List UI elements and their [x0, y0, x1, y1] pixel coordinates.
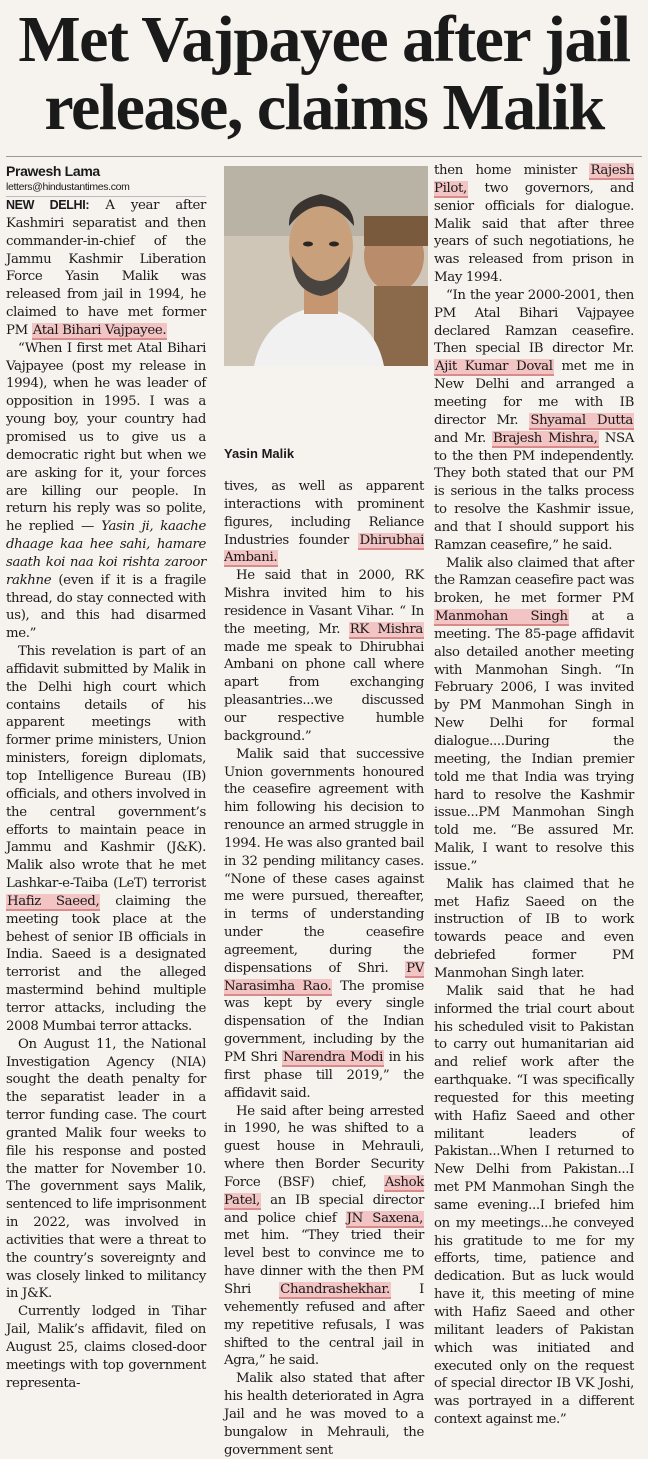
highlight: Narendra Modi: [283, 1050, 383, 1065]
highlight: Manmohan Singh: [435, 609, 568, 625]
paragraph: NEW DELHI: A year after Kashmiri separatist and then commander-in-chief of the Jammu Kashmir Liberation Force Yasin Malik was released from jail in 1994, he claimed to have met former PM Atal Bihari Vajpayee.: [6, 198, 206, 338]
highlight: Ajit Kumar Doval: [435, 359, 553, 375]
paragraph: On August 11, the National Investigation Agency (NIA) sought the death penalty for the separatist leader in a terror funding case. The court granted Malik four weeks to file his response and posted the matter for November 10. The government says Malik, sentenced to life imprisonment in 2022, was involved in activities that were a threat to the country’s sovereignty and was closely linked to militancy in J&K.: [6, 1036, 206, 1302]
highlight: RK Mishra: [349, 621, 423, 637]
photo-yasin-malik: [224, 166, 428, 366]
paragraph: Currently lodged in Tihar Jail, Malik’s affidavit, filed on August 25, claims closed-door meetings with top government representa-: [6, 1304, 206, 1391]
paragraph: Malik also claimed that after the Ramzan ceasefire pact was broken, he met former PM Manmohan Singh at a meeting. The 85-page affidavit also detailed another meeting with Manmohan Singh. “In February 2006, I was invited by PM Manmohan Singh in New Delhi for formal dialogue....During the meeting, the Indian premier told me that India was trying hard to resolve the Kashmir issue...PM Manmohan Singh told me. “Be assured Mr. Malik, I want to resolve this issue.”: [434, 555, 634, 874]
photo-caption: Yasin Malik: [224, 446, 295, 461]
portrait-image: [224, 166, 428, 366]
highlight: Ashok Patel,: [224, 1174, 424, 1208]
dateline: NEW DELHI:: [6, 198, 90, 212]
highlight: Rajesh Pilot,: [434, 163, 634, 196]
paragraph: then home minister Rajesh Pilot, two governors, and senior officials for dialogue. Malik said that after three years of such negotiations, he was released from prison in May 1994.: [434, 163, 634, 286]
highlight: PV Narasimha Rao.: [224, 960, 424, 994]
divider: [6, 156, 642, 157]
headline: Met Vajpayee after jail release, claims Malik: [18, 3, 630, 144]
paragraph: This revelation is part of an affidavit submitted by Malik in the Delhi high court which contains details of his apparent meetings with former prime ministers, Union ministers, foreign diplomats, top Intelligence Bureau (IB) officials, and others involved in the central government’s efforts to maintain peace in Jammu and Kashmir (J&K). Malik also wrote that he met Lashkar-e-Taiba (LeT) terrorist Hafiz Saeed, claiming the meeting took place at the behest of senior IB officials in India. Saeed is a designated terrorist and the alleged mastermind behind multiple terror attacks, including the 2008 Mumbai terror attacks.: [6, 644, 206, 1034]
column-1: [6, 162, 206, 1393]
highlight: Shyamal Dutta: [530, 412, 633, 428]
highlight: Atal Bihari Vajpayee.: [32, 322, 167, 338]
paragraph: He said after being arrested in 1990, he was shifted to a guest house in Mehrauli, where then Border Security Force (BSF) chief, Ashok Patel, an IB special director and police chief JN Saxena, met him. “They tried their level best to convince me to have dinner with the then PM Shri Chandrashekhar. I vehemently refused and after my repetitive refusals, I was shifted to the central jail in Agra,” he said.: [224, 1103, 424, 1369]
paragraph: Malik has claimed that he met Hafiz Saeed on the instruction of IB to work towards peace and even debriefed former PM Manmohan Singh later.: [434, 876, 634, 981]
paragraph: “In the year 2000-2001, then PM Atal Bihari Vajpayee declared Ramzan ceasefire. Then special IB director Mr. Ajit Kumar Doval met me in New Delhi and arranged a meeting for me with IB director Mr. Shyamal Dutta and Mr. Brajesh Mishra, NSA to the then PM independently. They both stated that our PM is serious in the talks process to resolve the Kashmir issue, and that I should support his Ramzan ceasefire,” he said.: [434, 287, 634, 553]
paragraph: “When I first met Atal Bihari Vajpayee (post my release in 1994), when he was leader of opposition in 1995. I was a young boy, your country had promised us to give us a democratic right but when we are asking for it, your forces are killing our people. In return his reply was so polite, he replied — Yasin ji, kaache dhaage kaa hee sahi, hamare saath koi naa koi rishta zaroor rakhne (even if it is a fragile thread, do stay connected with us), and this had disarmed me.”: [6, 340, 206, 642]
paragraph: Malik said that he had informed the trial court about his scheduled visit to Pakistan to carry out humanitarian aid and relief work after the earthquake. “I was specifically requested for this meeting with Hafiz Saeed and other militant leaders of Pakistan...When I returned to New Delhi from Pakistan...I met PM Manmohan Singh the same evening...I briefed him on my meetings...he conveyed his gratitude to me for my efforts, time, patience and dedication. But as luck would have it, this meeting of mine with Hafiz Saeed and other militant leaders of Pakistan which was initiated and executed only on the request of special director IB VK Joshi, was portrayed in a different context against me.”: [434, 983, 634, 1428]
paragraph: Malik also stated that after his health deteriorated in Agra Jail and he was moved to a bungalow in Mehrauli, the government sent: [224, 1371, 424, 1458]
byline-email: letters@hindustantimes.com: [6, 180, 206, 197]
paragraph: He said that in 2000, RK Mishra invited him to his residence in Vasant Vihar. “ In the meeting, Mr. RK Mishra made me speak to Dhirubhai Ambani on phone call where apart from exchanging pleasantries...we discussed our respective humble background.”: [224, 568, 424, 744]
highlight: Chandrashekhar.: [280, 1281, 390, 1297]
highlight: Dhirubhai Ambani.: [224, 532, 424, 566]
paragraph: Malik said that successive Union governments honoured the ceasefire agreement with him following his decision to renounce an armed struggle in 1994. He was also granted bail in 32 pending militancy cases. “None of these cases against me were pursued, thereafter, in terms of understanding under the ceasefire agreement, during the dispensations of Shri. PV Narasimha Rao. The promise was kept by every single dispensation of the Indian government, including by the PM Shri Narendra Modi in his first phase till 2019,” the affidavit said.: [224, 746, 425, 1101]
highlight: JN Saxena,: [346, 1210, 423, 1226]
highlight: Hafiz Saeed,: [7, 893, 100, 909]
byline: Prawesh Lama: [6, 163, 100, 179]
paragraph: tives, as well as apparent interactions with prominent figures, including Reliance Industries founder Dhirubhai Ambani.: [224, 479, 424, 566]
column-3: [434, 162, 634, 1429]
column-2: [224, 478, 424, 1459]
highlight: Brajesh Mishra,: [493, 430, 598, 446]
